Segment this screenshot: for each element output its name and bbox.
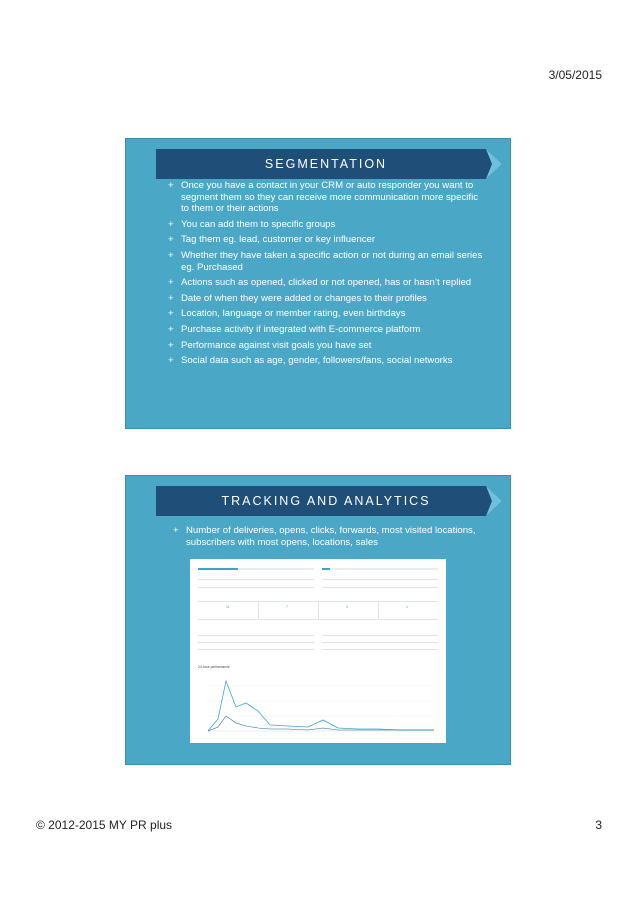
- plus-bullet-icon: +: [168, 234, 174, 246]
- list-item: [168, 340, 484, 352]
- stat-value: 0: [346, 605, 348, 609]
- plus-bullet-icon: +: [168, 277, 174, 289]
- bullet-text: Actions such as opened, clicked or not opened, has or hasn’t replied: [181, 277, 472, 289]
- plus-bullet-icon: +: [168, 355, 174, 367]
- plus-bullet-icon: +: [168, 323, 174, 335]
- footer-copyright: © 2012-2015 MY PR plus: [36, 818, 173, 832]
- stat-value: 7: [286, 605, 288, 609]
- bullet-text: Location, language or member rating, even birthdays: [181, 308, 406, 320]
- bullet-list: [168, 180, 484, 371]
- plus-bullet-icon: +: [173, 525, 179, 536]
- chart-title: 24-hour performance: [198, 665, 230, 669]
- list-item: [173, 525, 489, 548]
- plus-bullet-icon: +: [168, 292, 174, 304]
- divider: [258, 601, 259, 619]
- header-date: 3/05/2015: [548, 68, 602, 82]
- bullet-text: Purchase activity if integrated with E-commerce platform: [181, 323, 421, 335]
- list-item: [168, 219, 484, 231]
- bullet-text: Social data such as age, gender, followers/fans, social networks: [181, 355, 453, 367]
- divider: [198, 619, 438, 620]
- slide-title: SEGMENTATION: [264, 157, 388, 171]
- plus-bullet-icon: +: [168, 249, 174, 261]
- plus-bullet-icon: +: [168, 308, 174, 320]
- progress-track: [322, 568, 438, 570]
- page-number: 3: [595, 818, 602, 832]
- slide-segmentation: [125, 138, 511, 429]
- list-item: [168, 250, 484, 273]
- list-item: [168, 293, 484, 305]
- divider: [322, 642, 438, 643]
- divider: [198, 587, 314, 588]
- list-item: [168, 308, 484, 320]
- line-chart: [198, 671, 438, 739]
- plus-bullet-icon: +: [168, 339, 174, 351]
- divider: [378, 601, 379, 619]
- slide-title: TRACKING AND ANALYTICS: [221, 494, 431, 508]
- divider: [198, 579, 314, 580]
- bullet-text: You can add them to specific groups: [181, 218, 336, 230]
- divider: [322, 579, 438, 580]
- bullet-text: Once you have a contact in your CRM or auto responder you want to segment them so they can receive more communication more specific to them or their actions: [181, 180, 478, 215]
- bullet-list: [173, 525, 489, 552]
- divider: [198, 635, 314, 636]
- plus-bullet-icon: +: [168, 180, 174, 191]
- bullet-text: Number of deliveries, opens, clicks, forwards, most visited locations, subscribers with most opens, locations, sales: [186, 525, 476, 548]
- slide-tracking-analytics: [125, 475, 511, 765]
- progress-fill: [322, 568, 330, 570]
- divider: [322, 649, 438, 650]
- stat-value: 1: [406, 605, 408, 609]
- slide-title-banner: [156, 149, 502, 179]
- progress-fill: [198, 568, 238, 570]
- divider: [318, 601, 319, 619]
- bullet-text: Date of when they were added or changes to their profiles: [181, 292, 427, 304]
- analytics-report-screenshot: [190, 559, 446, 743]
- slide-title-banner: [156, 486, 502, 516]
- bullet-text: Performance against visit goals you have set: [181, 339, 372, 351]
- list-item: [168, 277, 484, 289]
- list-item: [168, 324, 484, 336]
- divider: [198, 642, 314, 643]
- list-item: [168, 234, 484, 246]
- divider: [198, 649, 314, 650]
- plus-bullet-icon: +: [168, 218, 174, 230]
- stat-value: 11: [226, 605, 230, 609]
- divider: [322, 587, 438, 588]
- divider: [322, 635, 438, 636]
- bullet-text: Whether they have taken a specific action or not during an email series eg. Purchased: [181, 249, 483, 273]
- bullet-text: Tag them eg. lead, customer or key influencer: [181, 234, 376, 246]
- list-item: [168, 180, 484, 215]
- list-item: [168, 355, 484, 367]
